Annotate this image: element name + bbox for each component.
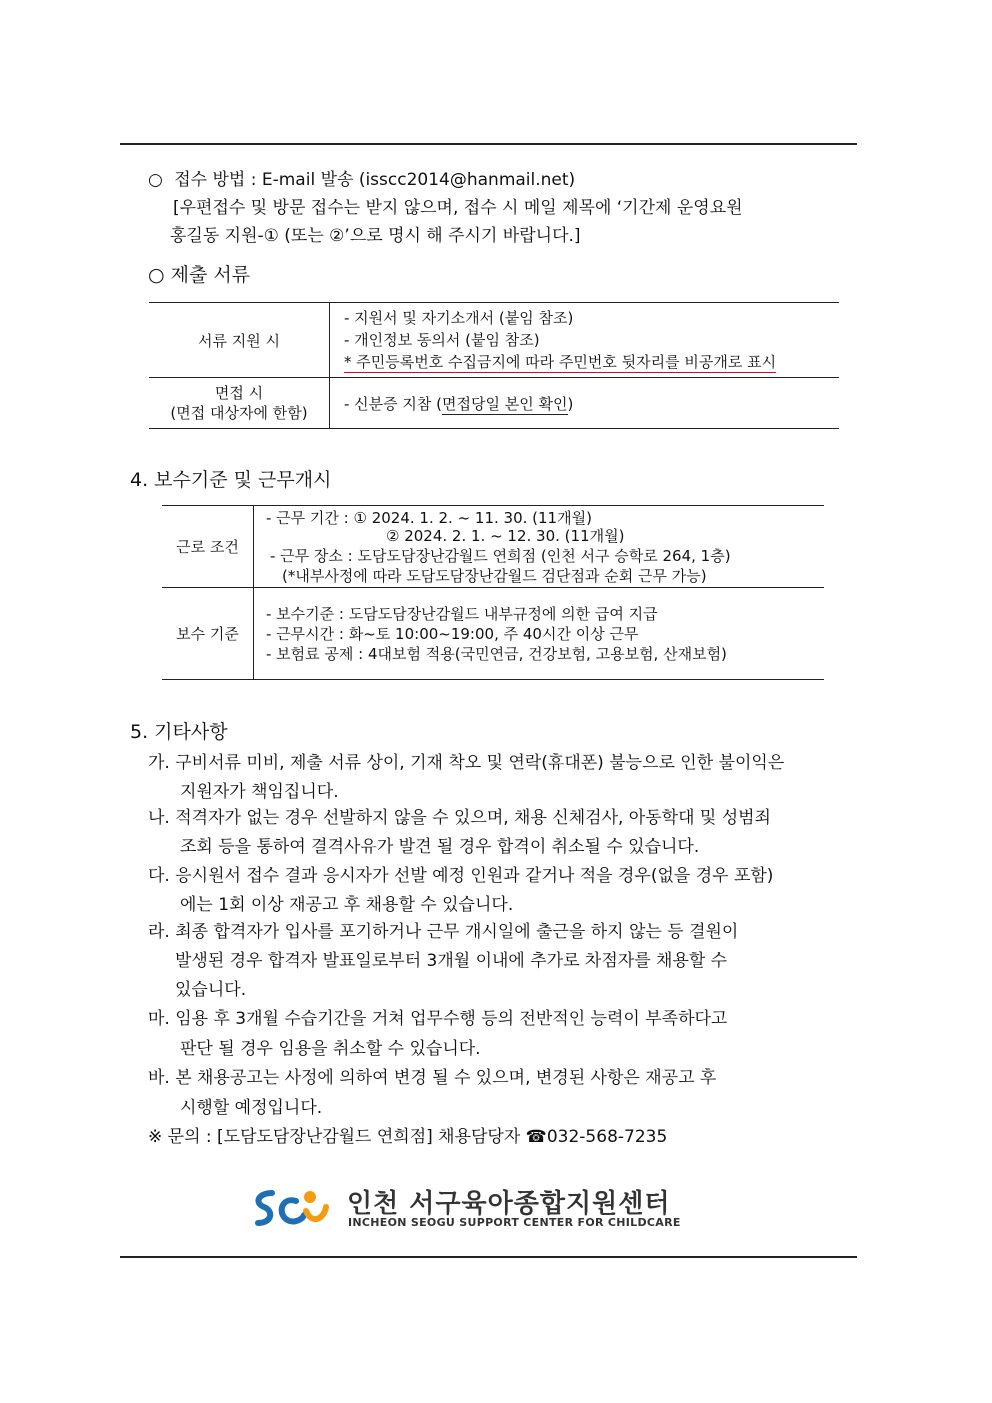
top-rule xyxy=(120,143,857,145)
work-place-line: - 근무 장소 : 도담도담장난감월드 연희점 (인천 서구 승학로 264, 1층) xyxy=(270,546,731,565)
pay-standard-label: 보수 기준 xyxy=(162,588,254,680)
document-note xyxy=(344,351,838,373)
work-conditions-row xyxy=(162,506,824,588)
section4-heading: 4. 보수기준 및 근무개시 xyxy=(130,469,332,491)
documents-row-interview xyxy=(149,378,839,429)
receipt-method-text: 접수 방법 : E-mail 발송 (isscc2014@hanmail.net) xyxy=(174,170,576,190)
receipt-note-line-1: [우편접수 및 방문 접수는 받지 않으며, 접수 시 메일 제목에 ‘기간제 운영요원 xyxy=(173,198,743,218)
pay-conditions-table xyxy=(162,505,824,680)
interview-label-line-2: (면접 대상자에 한함) xyxy=(170,404,308,422)
notice-item-ra-1: 라. 최종 합격자가 입사를 포기하거나 근무 개시일에 출근을 하지 않는 등 결원이 xyxy=(148,922,739,942)
receipt-method-line xyxy=(148,165,575,190)
center-logo-name-en: INCHEON SEOGU SUPPORT CENTER FOR CHILDCARE xyxy=(348,1216,681,1229)
notice-item-ma-1: 마. 임용 후 3개월 수습기간을 거쳐 업무수행 등의 전반적인 능력이 부족하다고 xyxy=(148,1009,728,1029)
id-item-suffix: ) xyxy=(567,394,574,413)
notice-item-ba-2: 시행할 예정입니다. xyxy=(180,1098,323,1118)
document-item: - 지원서 및 자기소개서 (붙임 참조) xyxy=(344,309,574,327)
section5-heading: 5. 기타사항 xyxy=(130,721,228,743)
work-conditions-content xyxy=(254,506,825,588)
work-conditions-label: 근로 조건 xyxy=(162,506,254,588)
documents-heading: ○ 제출 서류 xyxy=(148,264,251,286)
documents-label-application: 서류 지원 시 xyxy=(149,303,330,378)
pay-standard-content xyxy=(254,588,825,680)
receipt-note-line-2: 홍길동 지원-① (또는 ②’으로 명시 해 주시기 바랍니다.] xyxy=(170,226,581,246)
work-place-note: (*내부사정에 따라 도담도담장난감월드 검단점과 순회 근무 가능) xyxy=(282,566,707,585)
work-hours-line: - 근무시간 : 화~토 10:00~19:00, 주 40시간 이상 근무 xyxy=(266,624,639,643)
documents-items-application xyxy=(330,303,840,378)
center-logo-name-ko: 인천 서구육아종합지원센터 xyxy=(347,1189,671,1219)
center-logo xyxy=(250,1183,681,1235)
bullet-circle: ○ xyxy=(148,170,163,190)
insurance-line: - 보험료 공제 : 4대보험 적용(국민연금, 건강보험, 고용보험, 산재보험) xyxy=(266,644,727,663)
bottom-rule xyxy=(120,1256,857,1258)
notice-item-ba-1: 바. 본 채용공고는 사정에 의하여 변경 될 수 있으며, 변경된 사항은 재공고 후 xyxy=(148,1068,717,1088)
documents-row-application xyxy=(149,303,839,378)
document-note-text: * 주민등록번호 수집금지에 따라 주민번호 뒷자리를 비공개로 표시 xyxy=(344,353,777,371)
documents-label-interview xyxy=(149,378,330,429)
notice-item-da-2: 에는 1회 이상 재공고 후 채용할 수 있습니다. xyxy=(180,895,514,915)
document-item: - 개인정보 동의서 (붙임 참조) xyxy=(344,331,540,349)
documents-items-interview xyxy=(330,378,840,429)
pay-standard-row xyxy=(162,588,824,680)
contact-line: ※ 문의 : [도담도담장난감월드 연희점] 채용담당자 ☎032-568-7235 xyxy=(148,1127,668,1147)
notice-item-ra-3: 있습니다. xyxy=(175,980,247,1000)
id-item-underlined: 면접당일 본인 확인 xyxy=(442,394,568,413)
notice-item-ga-1: 가. 구비서류 미비, 제출 서류 상이, 기재 착오 및 연락(휴대폰) 불능으로 인한 불이익은 xyxy=(148,753,785,773)
documents-table xyxy=(149,302,839,429)
interview-label-line-1: 면접 시 xyxy=(214,384,264,402)
id-item-prefix: - 신분증 지참 ( xyxy=(344,394,443,413)
notice-item-da-1: 다. 응시원서 접수 결과 응시자가 선발 예정 인원과 같거나 적을 경우(없을 경우 포함) xyxy=(148,866,774,886)
notice-item-ra-2: 발생된 경우 합격자 발표일로부터 3개월 이내에 추가로 차점자를 채용할 수 xyxy=(175,951,728,971)
pay-standard-line: - 보수기준 : 도담도담장난감월드 내부규정에 의한 급여 지급 xyxy=(266,604,658,623)
center-logo-mark-icon xyxy=(250,1185,334,1233)
notice-item-ma-2: 판단 될 경우 임용을 취소할 수 있습니다. xyxy=(180,1039,481,1059)
notice-item-na-1: 나. 적격자가 없는 경우 선발하지 않을 수 있으며, 채용 신체검사, 아동학대 및 성범죄 xyxy=(148,808,771,828)
work-period-line-2: ② 2024. 2. 1. ~ 12. 30. (11개월) xyxy=(386,526,625,545)
work-period-line: - 근무 기간 : ① 2024. 1. 2. ~ 11. 30. (11개월) xyxy=(266,508,592,527)
notice-item-na-2: 조회 등을 통하여 결격사유가 발견 될 경우 합격이 취소될 수 있습니다. xyxy=(180,837,700,857)
notice-item-ga-2: 지원자가 책임집니다. xyxy=(180,782,339,802)
